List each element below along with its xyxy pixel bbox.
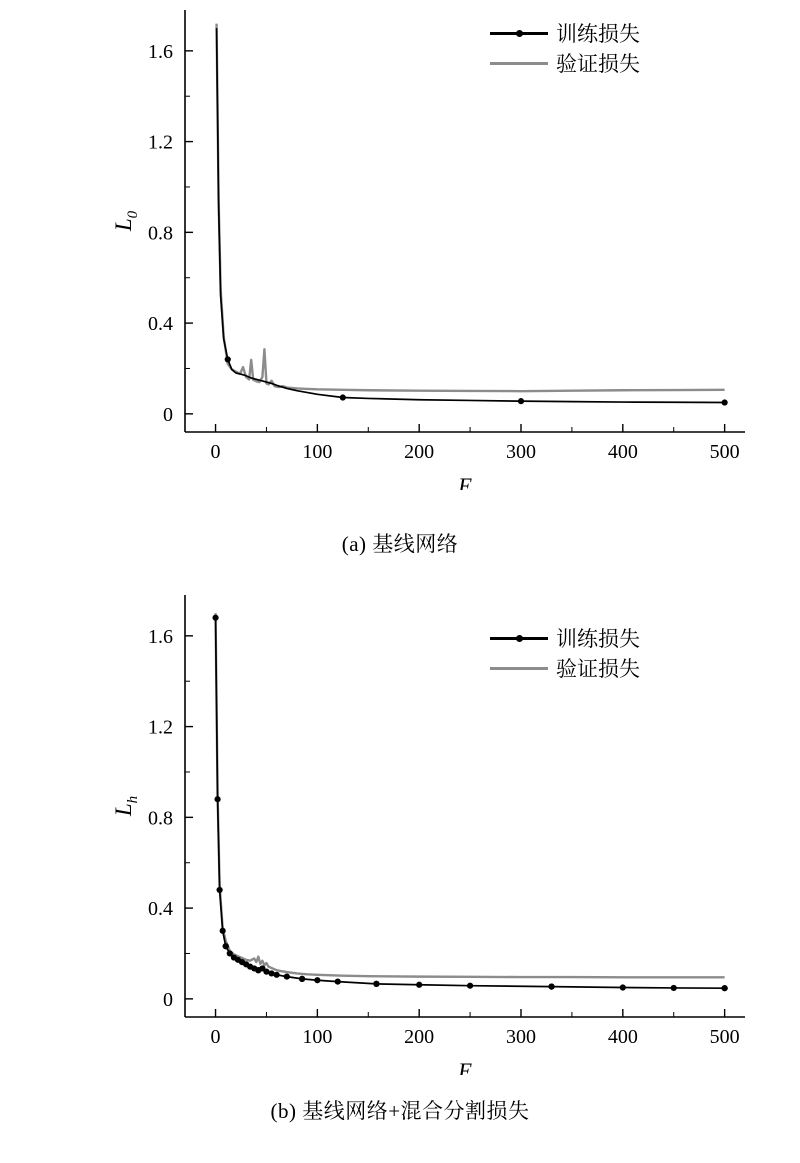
series-marker bbox=[518, 398, 524, 404]
legend-swatch-val-line-icon bbox=[490, 54, 548, 72]
series-line bbox=[217, 24, 725, 392]
legend-swatch-val-line-icon bbox=[490, 659, 548, 677]
y-tick-label: 0 bbox=[163, 988, 173, 1011]
figure-caption-b: (b) 基线网络+混合分割损失 bbox=[270, 1099, 530, 1123]
y-tick-label: 1.6 bbox=[148, 625, 173, 648]
series-marker bbox=[548, 983, 554, 989]
series-marker bbox=[340, 394, 346, 400]
legend-swatch-train-line-icon bbox=[490, 629, 548, 647]
legend-swatch-train-line-icon bbox=[490, 24, 548, 42]
series-marker bbox=[722, 985, 728, 991]
x-tick-label: 500 bbox=[709, 1026, 740, 1048]
legend-item-val bbox=[490, 48, 640, 78]
series-line bbox=[217, 28, 725, 402]
series-marker bbox=[314, 977, 320, 983]
y-tick-label: 1.2 bbox=[148, 131, 173, 154]
legend-label-val: 验证损失 bbox=[556, 52, 640, 76]
series-marker bbox=[671, 985, 677, 991]
y-tick-label: 0 bbox=[163, 403, 173, 426]
x-tick-label: 300 bbox=[506, 441, 536, 463]
x-tick-label: 200 bbox=[404, 441, 435, 463]
y-tick-label: 0.8 bbox=[148, 807, 173, 830]
x-tick-label: 300 bbox=[506, 1026, 536, 1048]
x-axis-label: E bbox=[457, 474, 473, 490]
y-axis-label bbox=[111, 210, 141, 232]
legend-a bbox=[490, 18, 640, 78]
series-marker bbox=[217, 887, 223, 893]
series-marker bbox=[416, 982, 422, 988]
figure-a bbox=[0, 0, 800, 570]
x-tick-label: 500 bbox=[709, 441, 740, 463]
series-marker bbox=[299, 976, 305, 982]
y-axis-label bbox=[111, 796, 141, 817]
series-marker bbox=[255, 967, 261, 973]
x-tick-label: 400 bbox=[607, 1026, 638, 1048]
y-tick-label: 0.4 bbox=[148, 898, 173, 921]
x-axis-label: E bbox=[457, 1059, 473, 1075]
x-tick-label: 0 bbox=[210, 441, 221, 463]
legend-b bbox=[490, 623, 640, 683]
y-tick-label: 1.6 bbox=[148, 40, 173, 63]
series-marker bbox=[620, 984, 626, 990]
legend-label-train: 训练损失 bbox=[556, 627, 640, 651]
series-line bbox=[216, 613, 725, 977]
chart-svg-b bbox=[0, 575, 800, 1080]
x-tick-label: 200 bbox=[404, 1026, 435, 1048]
chart-svg-a bbox=[0, 0, 800, 495]
plot-area-b bbox=[0, 575, 800, 1075]
figure-caption-a: (a) 基线网络 bbox=[341, 532, 459, 556]
series-marker bbox=[335, 979, 341, 985]
series-marker bbox=[274, 972, 280, 978]
svg-text:L0: $L_0$ bbox=[111, 210, 141, 232]
legend-label-train: 训练损失 bbox=[556, 22, 640, 46]
series-marker bbox=[214, 796, 220, 802]
legend-item-train bbox=[490, 18, 640, 48]
plot-area-a bbox=[0, 0, 800, 490]
x-tick-label: 400 bbox=[607, 441, 638, 463]
x-tick-label: 100 bbox=[302, 441, 333, 463]
series-marker bbox=[373, 981, 379, 987]
series-marker bbox=[225, 356, 231, 362]
series-marker bbox=[212, 615, 218, 621]
series-marker bbox=[722, 399, 728, 405]
y-tick-label: 1.2 bbox=[148, 716, 173, 739]
x-tick-label: 100 bbox=[302, 1026, 333, 1048]
series-marker bbox=[467, 983, 473, 989]
legend-item-val bbox=[490, 653, 640, 683]
legend-item-train bbox=[490, 623, 640, 653]
y-tick-label: 0.8 bbox=[148, 222, 173, 245]
legend-label-val: 验证损失 bbox=[556, 657, 640, 681]
x-tick-label: 0 bbox=[210, 1026, 221, 1048]
figure-b bbox=[0, 575, 800, 1163]
series-marker bbox=[284, 974, 290, 980]
series-marker bbox=[223, 943, 229, 949]
y-tick-label: 0.4 bbox=[148, 313, 173, 336]
svg-text:Lh: $L_h$ bbox=[111, 795, 141, 817]
series-marker bbox=[220, 928, 226, 934]
series-line bbox=[216, 618, 725, 989]
